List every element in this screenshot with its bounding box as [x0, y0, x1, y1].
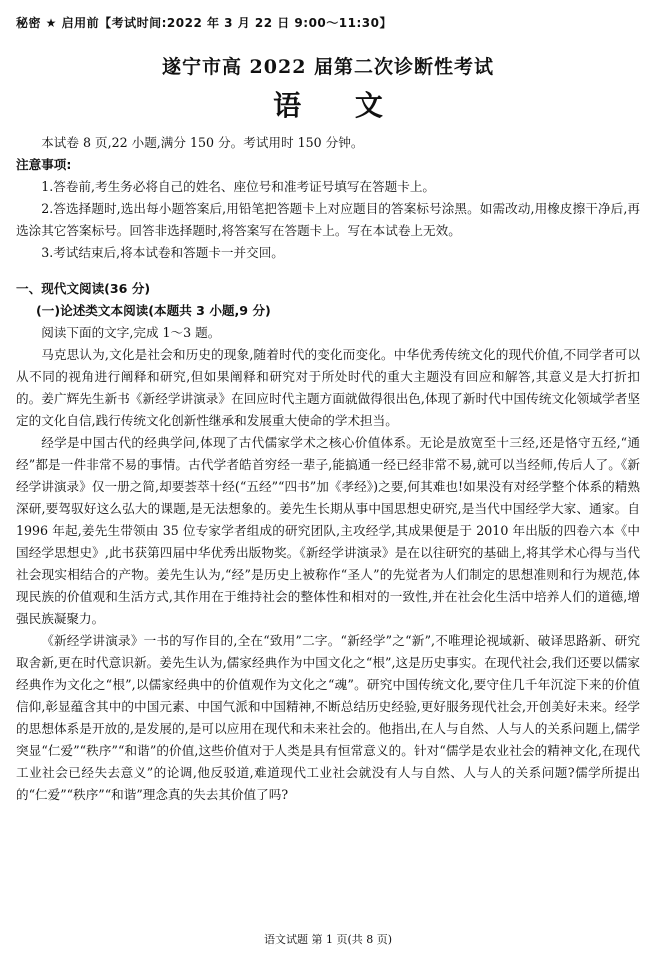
exam-body — [16, 132, 640, 806]
passage-paragraph: 经学是中国古代的经典学问,体现了古代儒家学术之核心价值体系。无论是放宽至十三经,还是恪守五经,“通经”都是一件非常不易的事情。古代学者皓首穷经一辈子,能搞通一经已经非常不易,就可以当经师,传后人了。《新经学讲演录》仅一册之简,却要荟萃十经(“五经”“四书”加《孝经》)之要,何其难也!如果没有对经学整个体系的精熟深研,要驾驭好这么弘大的课题,是无法想象的。姜先生长期从事中国思想史研究,是当代中国经学大家、通家。自 1996 年起,姜先生带领由 35 位专家学者组成的研究团队,主攻经学,其成果便是于 2010 年出版的四卷六本《中国经学思想史》,此书获第四届中华优秀出版物奖。《新经学讲演录》是在以往研究的基础上,将其学术心得与当代社会现实相结合的产物。姜先生认为,“经”是历史上被称作“圣人”的先觉者为人们制定的思想准则和行为规范,体现民族的价值观和生活方式,其作用在于维持社会的整体性和相对的一致性,并在社会化生活中培养人们的道德,增强民族凝聚力。 — [16, 435, 640, 626]
exam-intro: 本试卷 8 页,22 小题,满分 150 分。考试用时 150 分钟。 — [41, 135, 364, 150]
passage-paragraph: 《新经学讲演录》一书的写作目的,全在“致用”二字。“新经学”之“新”,不唯理论视域新、破译思路新、研究取舍新,更在时代意识新。姜先生认为,儒家经典作为中国文化之“根”,这是历史事实。在现代社会,我们还要以儒家经典作为文化之“根”,以儒家经典中的价值观作为文化之“魂”。研究中国传统文化,要守住几千年沉淀下来的价值信仰,彰显蕴含其中的中国元素、中国气派和中国精神,不断总结历史经验,更好服务现代社会,开创美好未来。经学的思想体系是开放的,是发展的,是可以应用在现代和未来社会的。他指出,在人与自然、人与人的关系问题上,儒学突显“仁爱”“秩序”“和谐”的价值,这些价值对于人类是具有恒常意义的。针对“儒学是农业社会的精神文化,在现代工业社会已经失去意义”的论调,他反驳道,难道现代工业社会就没有人与自然、人与人的关系问题?儒学所提出的“仁爱”“秩序”“和谐”理念真的失去其价值了吗? — [16, 633, 640, 802]
page-footer: 语文试题 第 1 页(共 8 页) — [263, 933, 393, 946]
note-item: 1.答卷前,考生务必将自己的姓名、座位号和准考证号填写在答题卡上。 — [41, 179, 436, 194]
subsection-heading: (一)论述类文本阅读(本题共 3 小题,9 分) — [36, 303, 271, 318]
exam-time-line: 秘密 ★ 启用前【考试时间:2022 年 3 月 22 日 9:00～11:30】 — [16, 16, 392, 30]
note-item: 2.答选择题时,选出每小题答案后,用铅笔把答题卡上对应题目的答案标号涂黑。如需改动,用橡皮擦干净后,再选涂其它答案标号。回答非选择题时,将答案写在答题卡上。写在本试卷上无效。 — [16, 201, 640, 238]
note-item: 3.考试结束后,将本试卷和答题卡一并交回。 — [41, 245, 284, 260]
reading-instruction: 阅读下面的文字,完成 1～3 题。 — [41, 325, 221, 340]
subject-title: 语 文 — [273, 89, 405, 122]
exam-title: 遂宁市高 2022 届第二次诊断性考试 — [161, 56, 495, 78]
notes-heading: 注意事项: — [16, 157, 72, 172]
passage-paragraph: 马克思认为,文化是社会和历史的现象,随着时代的变化而变化。中华优秀传统文化的现代价值,不同学者可以从不同的视角进行阐释和研究,但如果阐释和研究对于所处时代的重大主题没有回应和解答,其意义是大打折扣的。姜广辉先生新书《新经学讲演录》在回应时代主题方面就做得很出色,体现了新时代中国传统文化领域学者坚定的文化自信,践行传统文化创新性继承和发展重大使命的学术担当。 — [16, 347, 640, 428]
section-heading: 一、现代文阅读(36 分) — [16, 281, 151, 296]
